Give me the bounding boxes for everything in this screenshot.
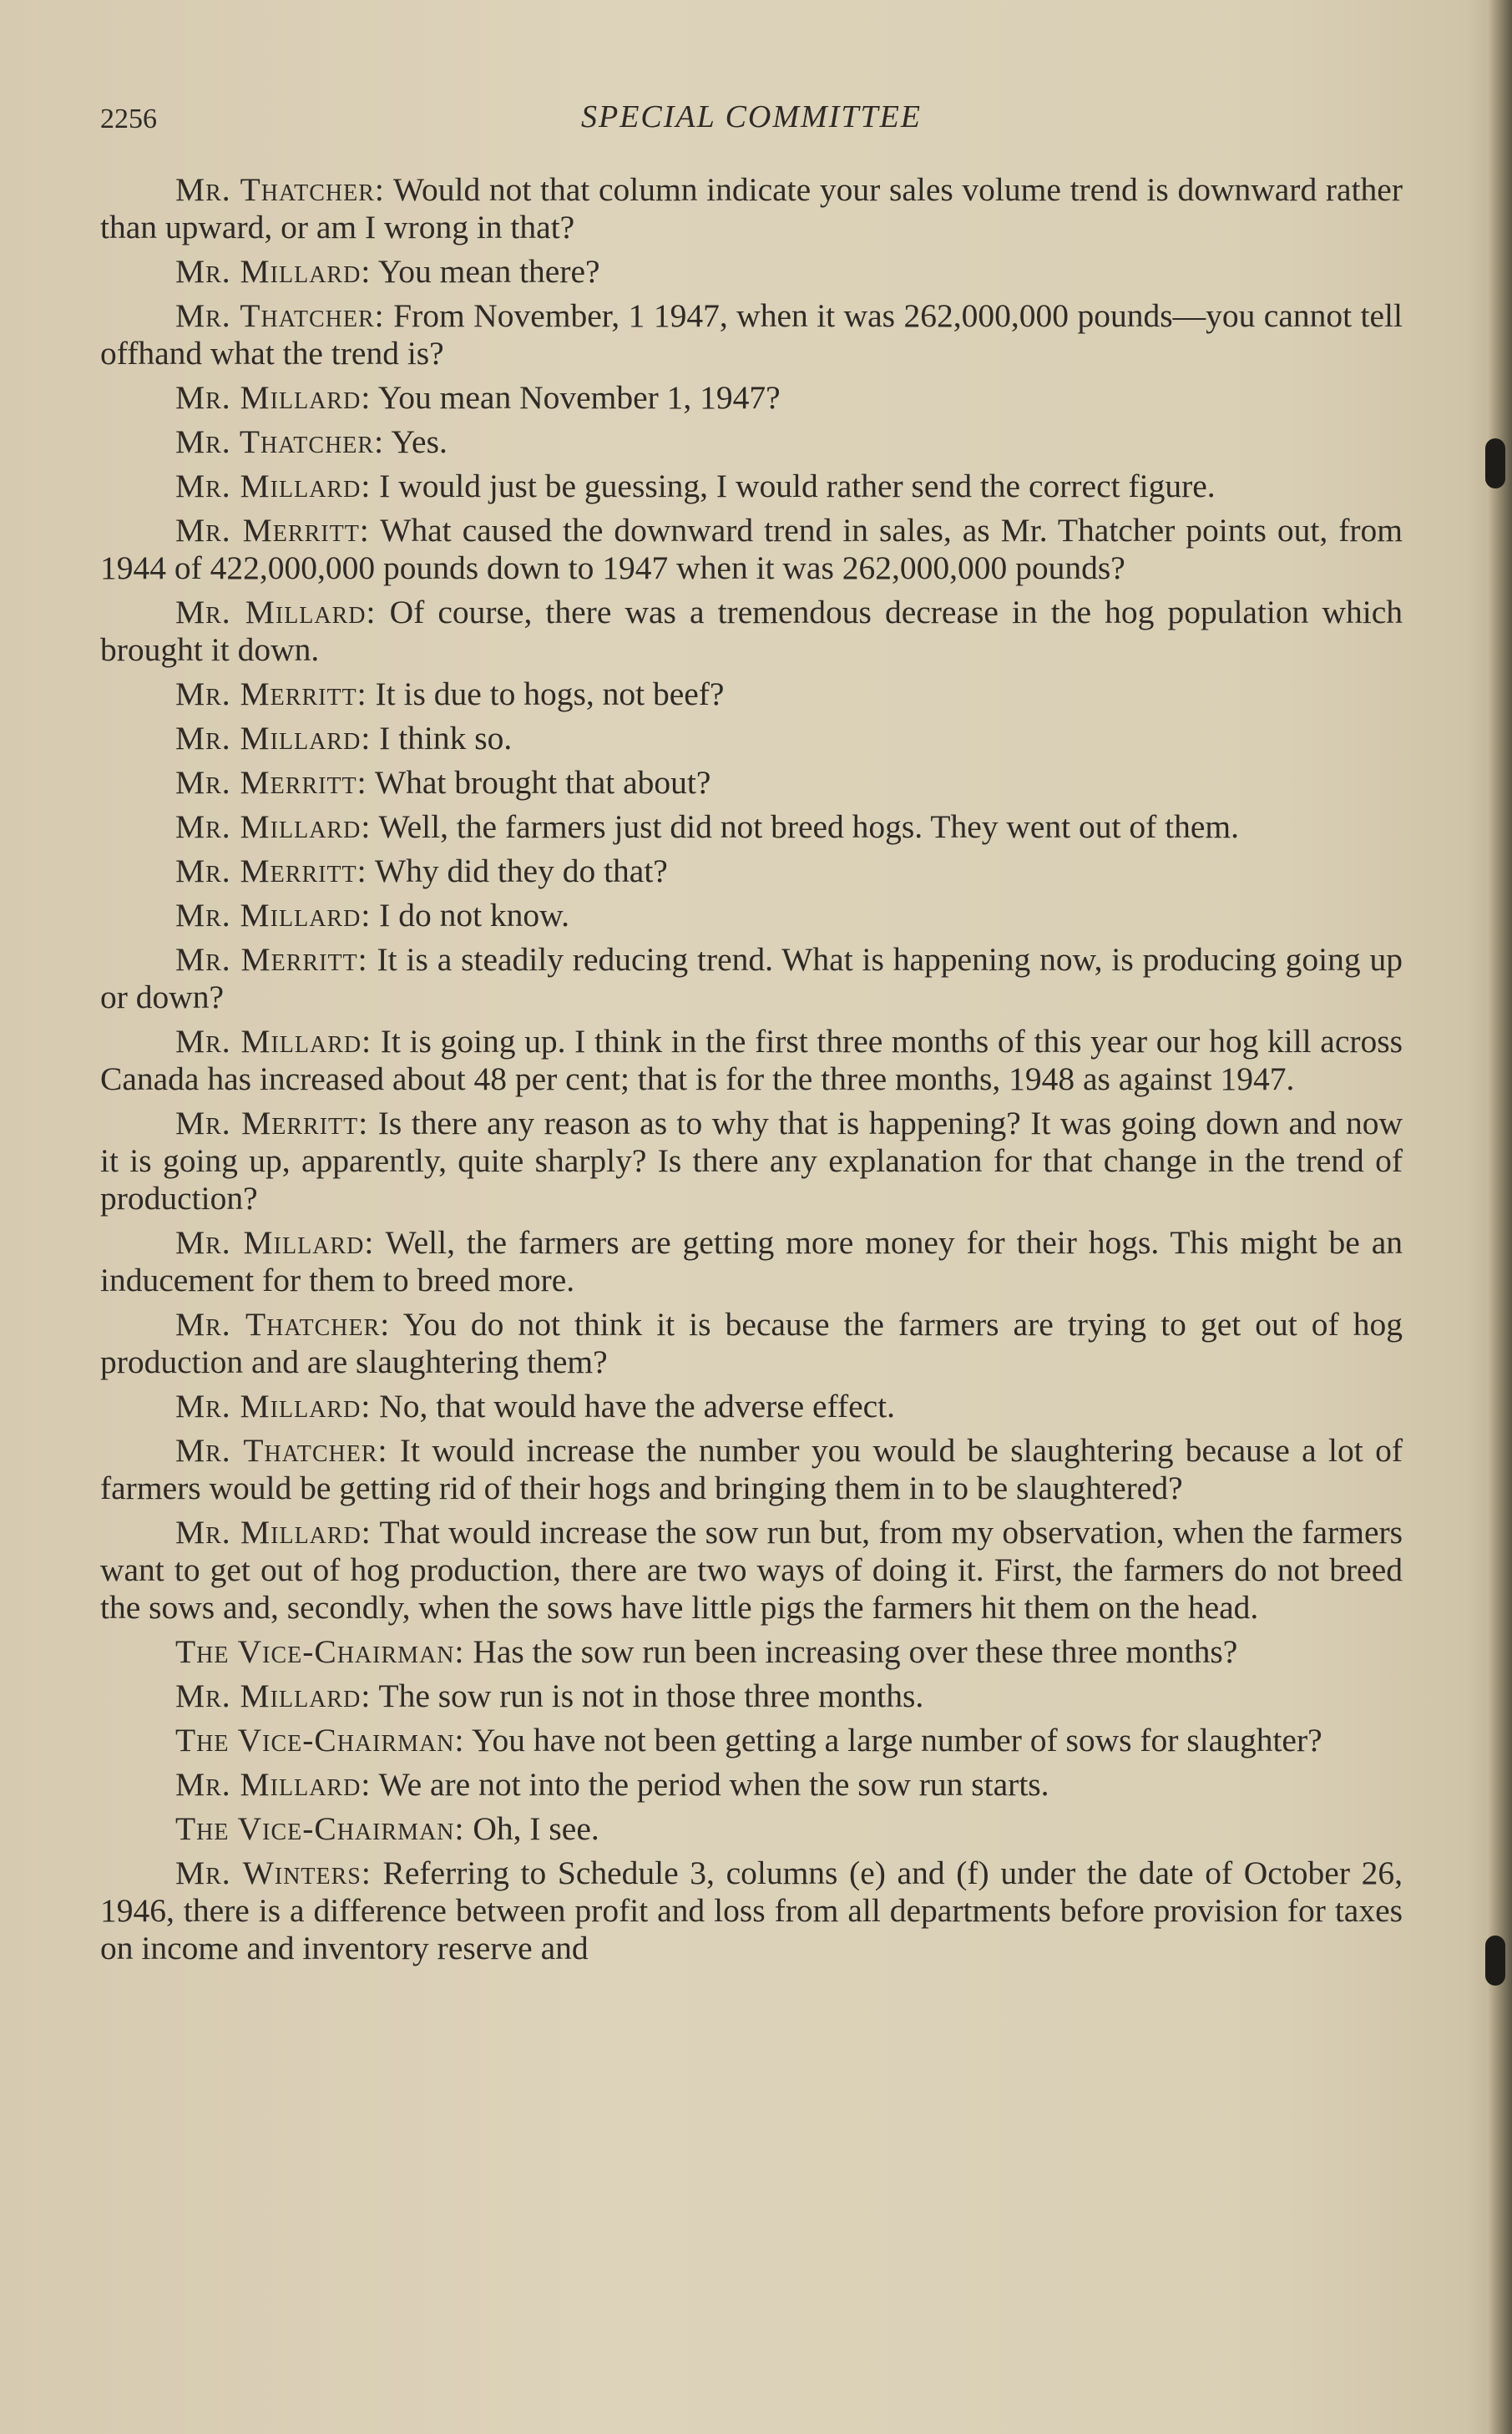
speaker-name: Mr. Merritt: bbox=[175, 676, 367, 712]
transcript-paragraph bbox=[100, 423, 1403, 461]
speech-text: We are not into the period when the sow run starts. bbox=[378, 1766, 1049, 1803]
speech-text: It is going up. I think in the first three months of this year our hog kill across Canada has increased about 48 per cent; that is for the three months, 1948 as against 1947. bbox=[100, 1023, 1403, 1097]
speech-text: Well, the farmers are getting more money for their hogs. This might be an inducement for them to breed more. bbox=[100, 1224, 1403, 1298]
page-number: 2256 bbox=[100, 104, 157, 134]
transcript-paragraph bbox=[100, 1677, 1403, 1715]
transcript-paragraph bbox=[100, 808, 1403, 846]
speaker-name: Mr. Millard: bbox=[175, 720, 372, 757]
transcript-paragraph bbox=[100, 764, 1403, 802]
speech-text: Yes. bbox=[391, 423, 448, 460]
speaker-name: Mr. Merritt: bbox=[175, 764, 367, 801]
speech-text: You have not been getting a large number of sows for slaughter? bbox=[471, 1722, 1322, 1758]
transcript-paragraph bbox=[100, 1766, 1403, 1804]
transcript-body bbox=[100, 171, 1403, 1974]
speech-text: The sow run is not in those three months. bbox=[378, 1677, 924, 1714]
speech-text: Is there any reason as to why that is happening? It was going down and now it is going up, apparently, quite sharply? Is there any explanation for that change in the trend of production? bbox=[100, 1105, 1403, 1217]
speech-text: You mean November 1, 1947? bbox=[377, 379, 781, 416]
transcript-paragraph bbox=[100, 1023, 1403, 1098]
speaker-name: Mr. Winters: bbox=[175, 1855, 372, 1891]
transcript-paragraph bbox=[100, 468, 1403, 505]
transcript-paragraph bbox=[100, 897, 1403, 934]
speaker-name: Mr. Millard: bbox=[175, 1388, 372, 1424]
speaker-name: Mr. Thatcher: bbox=[175, 171, 385, 208]
speaker-name: Mr. Thatcher: bbox=[175, 297, 385, 334]
speaker-name: Mr. Millard: bbox=[175, 1766, 372, 1803]
transcript-paragraph bbox=[100, 594, 1403, 669]
speaker-name: Mr. Merritt: bbox=[175, 1105, 369, 1141]
speaker-name: Mr. Thatcher: bbox=[175, 423, 385, 460]
transcript-paragraph bbox=[100, 1388, 1403, 1425]
transcript-paragraph bbox=[100, 1514, 1403, 1627]
transcript-paragraph bbox=[100, 253, 1403, 291]
transcript-paragraph bbox=[100, 1224, 1403, 1299]
binding-hole bbox=[1485, 1936, 1505, 1986]
speech-text: I think so. bbox=[379, 720, 513, 757]
speaker-name: The Vice-Chairman: bbox=[175, 1633, 465, 1670]
speaker-name: The Vice-Chairman: bbox=[175, 1810, 465, 1847]
speaker-name: Mr. Millard: bbox=[175, 1514, 372, 1551]
transcript-paragraph bbox=[100, 1105, 1403, 1217]
speech-text: It is a steadily reducing trend. What is happening now, is producing going up or down? bbox=[100, 941, 1403, 1015]
speech-text: Referring to Schedule 3, columns (e) and (f) under the date of October 26, 1946, there is a difference between profit and loss from all departments before provision for taxes on income and inventory reserve and bbox=[100, 1855, 1403, 1966]
transcript-paragraph bbox=[100, 1306, 1403, 1381]
speech-text: What caused the downward trend in sales, as Mr. Thatcher points out, from 1944 of 422,000,000 pounds down to 1947 when it was 262,000,000 pounds? bbox=[100, 512, 1403, 586]
speech-text: Oh, I see. bbox=[473, 1810, 599, 1847]
speaker-name: Mr. Merritt: bbox=[175, 512, 370, 549]
speaker-name: Mr. Millard: bbox=[175, 253, 372, 290]
transcript-paragraph bbox=[100, 297, 1403, 372]
speech-text: What brought that about? bbox=[374, 764, 711, 801]
speaker-name: The Vice-Chairman: bbox=[175, 1722, 465, 1758]
transcript-paragraph bbox=[100, 676, 1403, 713]
speaker-name: Mr. Millard: bbox=[175, 808, 372, 845]
transcript-paragraph bbox=[100, 171, 1403, 246]
speech-text: That would increase the sow run but, from my observation, when the farmers want to get out of hog production, there are two ways of doing it. First, the farmers do not breed the sows and, secondly, when the sows have little pigs the farmers hit them on the head. bbox=[100, 1514, 1403, 1626]
running-head: SPECIAL COMMITTEE bbox=[580, 99, 923, 134]
speaker-name: Mr. Millard: bbox=[175, 1023, 372, 1060]
transcript-paragraph bbox=[100, 853, 1403, 890]
speech-text: You mean there? bbox=[377, 253, 600, 290]
transcript-paragraph bbox=[100, 512, 1403, 587]
page-header bbox=[100, 99, 1403, 142]
speaker-name: Mr. Millard: bbox=[175, 897, 372, 934]
speech-text: It would increase the number you would be slaughtering because a lot of farmers would be getting rid of their hogs and bringing them in to be slaughtered? bbox=[100, 1432, 1403, 1506]
speech-text: Well, the farmers just did not breed hogs. They went out of them. bbox=[378, 808, 1240, 845]
binding-edge bbox=[1487, 0, 1512, 2434]
transcript-paragraph bbox=[100, 720, 1403, 757]
speech-text: No, that would have the adverse effect. bbox=[379, 1388, 896, 1424]
speaker-name: Mr. Thatcher: bbox=[175, 1432, 388, 1469]
speaker-name: Mr. Thatcher: bbox=[175, 1306, 391, 1343]
speaker-name: Mr. Merritt: bbox=[175, 941, 368, 978]
binding-hole bbox=[1485, 438, 1505, 488]
speech-text: You do not think it is because the farmers are trying to get out of hog production and are slaughtering them? bbox=[100, 1306, 1403, 1380]
speaker-name: Mr. Millard: bbox=[175, 468, 372, 504]
speech-text: I do not know. bbox=[379, 897, 570, 934]
speaker-name: Mr. Millard: bbox=[175, 1224, 375, 1261]
speech-text: Why did they do that? bbox=[374, 853, 668, 889]
speaker-name: Mr. Millard: bbox=[175, 1677, 372, 1714]
transcript-paragraph bbox=[100, 941, 1403, 1016]
speech-text: Has the sow run been increasing over these three months? bbox=[473, 1633, 1238, 1670]
speaker-name: Mr. Millard: bbox=[175, 594, 377, 630]
speech-text: I would just be guessing, I would rather send the correct figure. bbox=[379, 468, 1216, 504]
transcript-paragraph bbox=[100, 1810, 1403, 1848]
transcript-paragraph bbox=[100, 1633, 1403, 1671]
transcript-paragraph bbox=[100, 1855, 1403, 1967]
speaker-name: Mr. Merritt: bbox=[175, 853, 367, 889]
speech-text: Of course, there was a tremendous decrease in the hog population which brought it down. bbox=[100, 594, 1403, 668]
speech-text: It is due to hogs, not beef? bbox=[375, 676, 725, 712]
speech-text: Would not that column indicate your sales volume trend is downward rather than upward, or am I wrong in that? bbox=[100, 171, 1403, 245]
transcript-paragraph bbox=[100, 1722, 1403, 1759]
speaker-name: Mr. Millard: bbox=[175, 379, 372, 416]
transcript-paragraph bbox=[100, 1432, 1403, 1507]
speech-text: From November, 1 1947, when it was 262,000,000 pounds—you cannot tell offhand what the trend is? bbox=[100, 297, 1403, 372]
transcript-paragraph bbox=[100, 379, 1403, 417]
